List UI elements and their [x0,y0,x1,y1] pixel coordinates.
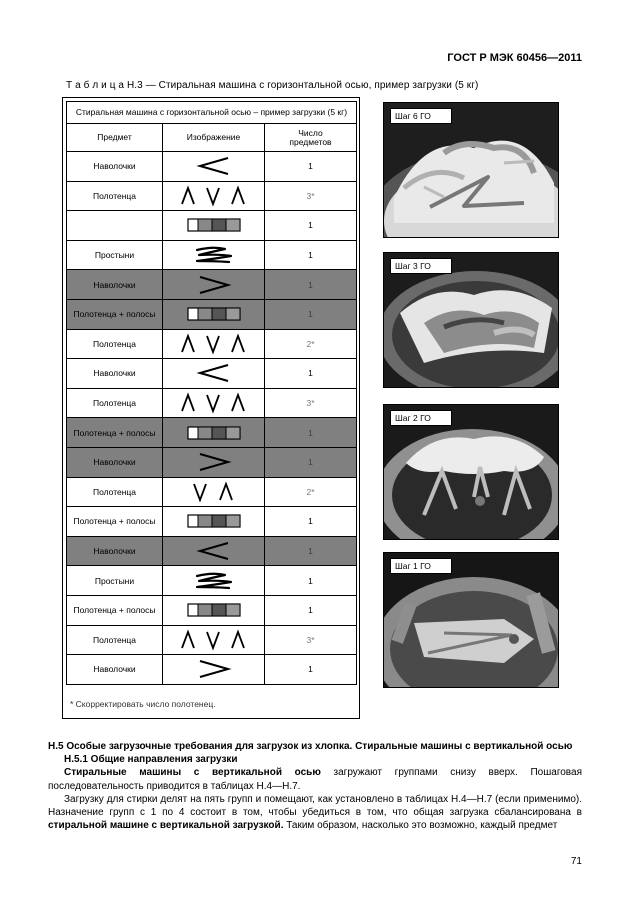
table-footnote: * Скорректировать число полотенец. [70,699,216,709]
three-towels-icon [163,388,265,418]
row-item-count: 1 [265,447,357,477]
row-item-count: 3* [265,181,357,211]
three-towels-icon [163,181,265,211]
striped-towel-icon [163,211,265,241]
column-header-item: Предмет [67,124,163,152]
photo-label: Шаг 6 ГО [390,108,452,124]
row-item-name: Наволочки [67,270,163,300]
table-row [67,477,357,507]
bedsheet-icon [163,566,265,596]
table-row [67,211,357,241]
row-item-name: Наволочки [67,152,163,182]
table-caption: Т а б л и ц а Н.3 — Стиральная машина с горизонтальной осью, пример загрузки (5 кг) [66,80,479,91]
row-item-name: Простыни [67,240,163,270]
row-item-count: 3* [265,388,357,418]
row-item-name: Полотенца [67,477,163,507]
table-row [67,359,357,389]
row-item-name: Наволочки [67,447,163,477]
row-item-name: Наволочки [67,536,163,566]
row-item-count: 2* [265,477,357,507]
paragraph-2-bold: стиральной машине с вертикальной загрузкой. [48,820,284,832]
pillowcase-left-icon [163,359,265,389]
loading-table [66,101,357,685]
row-item-name: Простыни [67,566,163,596]
paragraph-2 [48,793,582,833]
row-item-count: 1 [265,655,357,685]
pillowcase-right-icon [163,655,265,685]
row-item-name: Полотенца [67,625,163,655]
photo-step-1 [383,552,559,688]
table-row [67,507,357,537]
photo-step-6 [383,102,559,238]
page-number: 71 [570,856,582,867]
row-item-name [67,211,163,241]
row-item-count: 1 [265,507,357,537]
photo-step-3 [383,252,559,388]
column-header-count: Число предметов [265,124,357,152]
row-item-name: Полотенца + полосы [67,507,163,537]
pillowcase-left-icon [163,536,265,566]
row-item-name: Полотенца + полосы [67,299,163,329]
striped-towel-icon [163,507,265,537]
row-item-count: 1 [265,270,357,300]
striped-towel-icon [163,595,265,625]
table-row [67,329,357,359]
section-heading-h5: Н.5 Особые загрузочные требования для загрузок из хлопка. Стиральные машины с вертикальной осью [48,741,573,752]
table-inner-caption: Стиральная машина с горизонтальной осью – пример загрузки (5 кг) [67,102,357,124]
bedsheet-icon [163,240,265,270]
row-item-name: Наволочки [67,359,163,389]
table-row [67,566,357,596]
photo-label: Шаг 3 ГО [390,258,452,274]
table-row [67,181,357,211]
row-item-count: 1 [265,418,357,448]
section-heading-h51: Н.5.1 Общие направления загрузки [64,754,238,766]
paragraph-1-bold: Стиральные машины с вертикальной осью [64,767,321,779]
row-item-count: 3* [265,625,357,655]
standard-header: ГОСТ Р МЭК 60456—2011 [447,52,582,64]
table-row [67,625,357,655]
pillowcase-right-icon [163,270,265,300]
table-row [67,447,357,477]
row-item-count: 1 [265,536,357,566]
table-row [67,388,357,418]
pillowcase-right-icon [163,447,265,477]
paragraph-1-rest: загружают группами снизу вверх. Пошаговая последовательность приводится в таблицах Н.4—Н.7. [48,767,582,792]
row-item-count: 1 [265,359,357,389]
table-row [67,418,357,448]
table-row [67,299,357,329]
row-item-count: 1 [265,211,357,241]
row-item-name: Наволочки [67,655,163,685]
row-item-name: Полотенца [67,181,163,211]
row-item-count: 2* [265,329,357,359]
body-text [48,740,582,832]
three-towels-icon [163,625,265,655]
row-item-count: 1 [265,299,357,329]
row-item-count: 1 [265,152,357,182]
row-item-count: 1 [265,595,357,625]
paragraph-2-end: Таким образом, насколько это возможно, каждый предмет [283,820,558,832]
table-row [67,655,357,685]
column-header-image: Изображение [163,124,265,152]
row-item-count: 1 [265,566,357,596]
photo-step-2 [383,404,559,540]
three-towels-icon [163,329,265,359]
row-item-name: Полотенца [67,329,163,359]
table-row [67,152,357,182]
row-item-name: Полотенца [67,388,163,418]
two-towels-icon [163,477,265,507]
photo-label: Шаг 1 ГО [390,558,452,574]
pillowcase-left-icon [163,152,265,182]
table-row [67,595,357,625]
paragraph-2-start: Загрузку для стирки делят на пять групп и помещают, как установлено в таблицах Н.4—Н.7 (если применимо). Назначение групп с 1 по 4 состоит в том, чтобы убедиться в том, что общая загрузка сбалансирована в [48,793,582,819]
photo-label: Шаг 2 ГО [390,410,452,426]
table-row [67,536,357,566]
table-row [67,240,357,270]
striped-towel-icon [163,418,265,448]
table-row [67,270,357,300]
row-item-name: Полотенца + полосы [67,418,163,448]
striped-towel-icon [163,299,265,329]
row-item-count: 1 [265,240,357,270]
paragraph-1 [48,766,582,792]
row-item-name: Полотенца + полосы [67,595,163,625]
